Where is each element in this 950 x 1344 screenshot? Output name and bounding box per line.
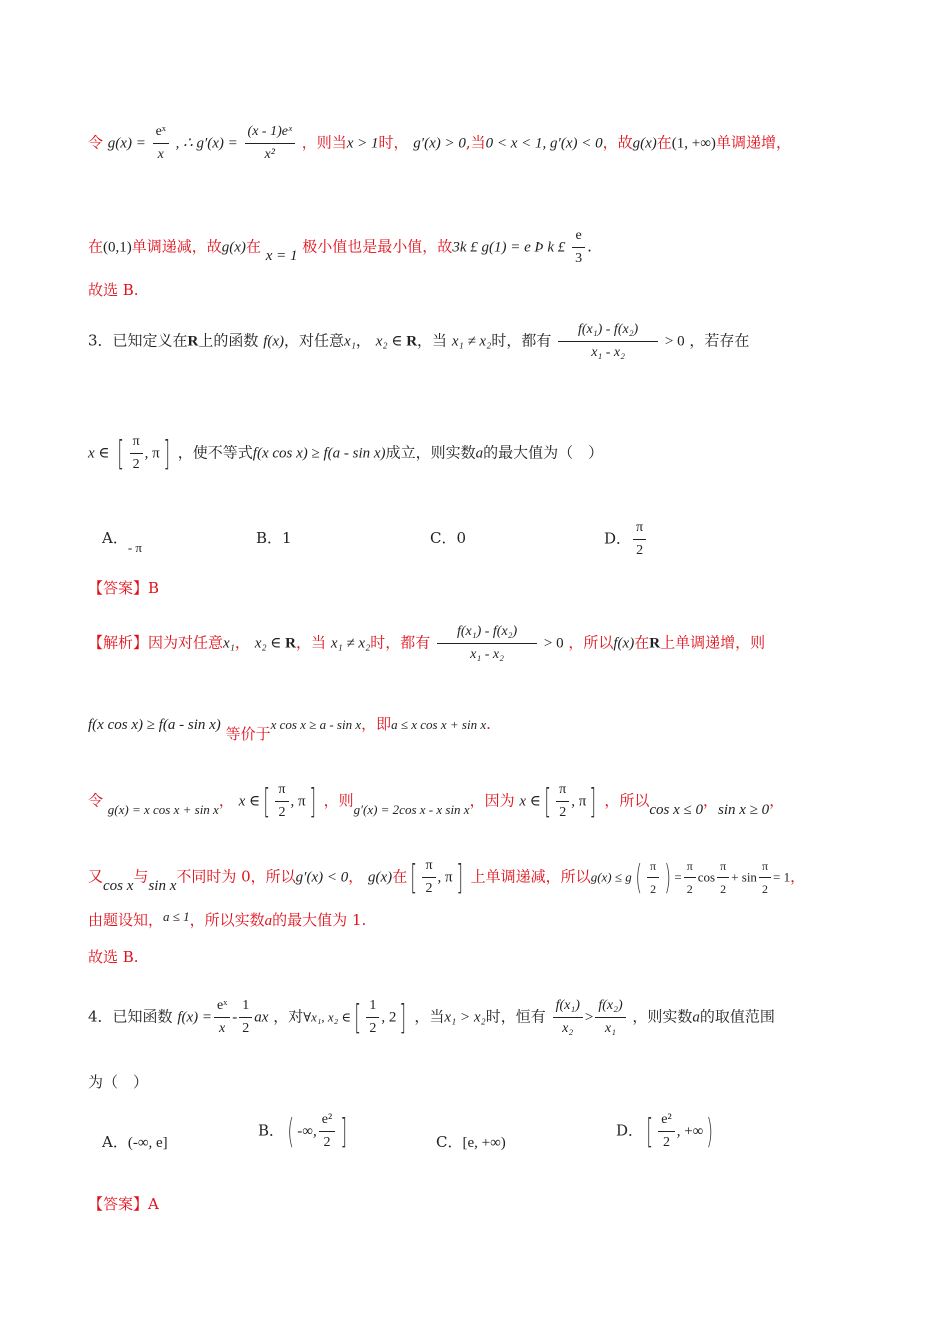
math: = 1 bbox=[773, 869, 791, 885]
text: ，则 bbox=[323, 791, 354, 810]
math: R bbox=[406, 333, 418, 350]
text: ，则实数 bbox=[632, 1007, 693, 1026]
bracket: [ bbox=[354, 997, 362, 1038]
math: x₂ ∈ bbox=[375, 333, 407, 350]
solution-3-line-1 bbox=[88, 622, 765, 665]
text: ， bbox=[703, 791, 719, 810]
text: . bbox=[587, 237, 592, 256]
math: x ∈ bbox=[238, 793, 261, 810]
bracket: [ bbox=[263, 781, 271, 822]
text: 单调递增， bbox=[715, 133, 791, 152]
frac-den: 2 bbox=[636, 543, 644, 558]
option-value: -∞, bbox=[297, 1123, 317, 1140]
fraction bbox=[422, 856, 435, 899]
frac-den: x₁ - x₂ bbox=[591, 345, 626, 360]
question-3-line-1 bbox=[88, 320, 749, 363]
bracket: ( bbox=[635, 857, 642, 898]
fraction bbox=[245, 122, 295, 165]
math: g(x) bbox=[221, 239, 246, 256]
text: 在 bbox=[245, 237, 261, 256]
fraction bbox=[275, 780, 288, 823]
math: g(x) bbox=[632, 135, 657, 152]
option-c[interactable] bbox=[436, 1132, 506, 1153]
text: 又 bbox=[88, 867, 104, 886]
frac-num: π bbox=[556, 780, 569, 802]
math: f(x cos x) ≥ f(a - sin x) bbox=[252, 445, 386, 462]
solution-3-line-4 bbox=[88, 856, 805, 899]
math: x cos x ≥ a - sin x bbox=[270, 717, 362, 732]
text: ， bbox=[234, 633, 250, 652]
frac-den: 2 bbox=[425, 881, 433, 896]
fraction bbox=[553, 996, 583, 1039]
option-label: D． bbox=[604, 529, 632, 548]
text: ，使不等式 bbox=[177, 443, 253, 462]
fraction bbox=[239, 996, 252, 1039]
text: 时，都有 bbox=[491, 331, 552, 350]
frac-den: 2 bbox=[323, 1135, 331, 1150]
math: f(x) = bbox=[177, 1009, 213, 1026]
text: ，对任意 bbox=[284, 331, 345, 350]
math: R bbox=[187, 333, 199, 350]
bracket: [ bbox=[544, 781, 551, 822]
frac-num: f(x₁) bbox=[553, 996, 583, 1018]
frac-num: π bbox=[759, 856, 771, 878]
text: 在 bbox=[88, 237, 104, 256]
math: a ≤ x cos x + sin x bbox=[391, 717, 487, 732]
text: 在 bbox=[656, 133, 672, 152]
text: ，当 bbox=[296, 633, 327, 652]
math: > bbox=[584, 1009, 594, 1026]
text: ，因为 bbox=[469, 791, 515, 810]
text: 的最大值为 1. bbox=[272, 911, 367, 929]
option-d[interactable] bbox=[616, 1110, 717, 1153]
math: g(x) = bbox=[107, 135, 146, 152]
frac-den: 2 bbox=[559, 805, 567, 820]
frac-den: 2 bbox=[278, 805, 286, 820]
text: . bbox=[486, 715, 491, 733]
fraction bbox=[558, 320, 658, 363]
text: ,当 bbox=[465, 133, 486, 152]
fraction bbox=[130, 432, 143, 475]
frac-num: e² bbox=[319, 1110, 335, 1132]
math: g(x) = x cos x + sin x bbox=[107, 801, 219, 817]
math: , π bbox=[290, 793, 306, 810]
math: a bbox=[692, 1009, 700, 1026]
frac-den: 2 bbox=[132, 457, 140, 472]
math: a ≤ 1 bbox=[163, 909, 190, 924]
math: g′(x) < 0 bbox=[295, 869, 349, 886]
math: a bbox=[475, 445, 484, 462]
option-label: A． bbox=[102, 1133, 128, 1151]
option-value: 0 bbox=[456, 529, 467, 547]
text: 在 bbox=[634, 633, 650, 652]
text: 时，都有 bbox=[370, 633, 431, 652]
frac-den: 2 bbox=[663, 1135, 670, 1150]
math: x₁ ≠ x₂ bbox=[330, 635, 371, 652]
solution-line-1 bbox=[88, 122, 791, 165]
text: 单调递减，故 bbox=[131, 237, 222, 256]
math: cos x bbox=[103, 877, 134, 894]
fraction bbox=[633, 518, 646, 561]
option-value: (-∞, e] bbox=[127, 1135, 168, 1151]
bracket: [ bbox=[646, 1111, 653, 1152]
frac-num: π bbox=[275, 780, 288, 802]
bracket: ] bbox=[308, 781, 316, 822]
math: sin x bbox=[148, 877, 177, 894]
math: ax bbox=[254, 1009, 269, 1026]
frac-num: eˣ bbox=[153, 122, 169, 144]
math: , π bbox=[571, 793, 587, 810]
text: ，即 bbox=[361, 715, 392, 733]
fraction bbox=[595, 996, 625, 1039]
option-value: - π bbox=[127, 540, 142, 555]
frac-num: π bbox=[130, 432, 143, 454]
math: sin x ≥ 0 bbox=[718, 801, 770, 818]
math: x₁ bbox=[344, 333, 356, 350]
answer-4: 【答案】A bbox=[88, 1195, 159, 1213]
text: 令 bbox=[88, 133, 104, 152]
frac-num: 1 bbox=[366, 996, 379, 1018]
text: ， bbox=[769, 791, 785, 810]
frac-num: e bbox=[572, 226, 585, 248]
math: g(x) bbox=[368, 869, 393, 886]
math: ∀x₁, x₂ ∈ bbox=[303, 1009, 352, 1025]
text: 上的函数 bbox=[198, 331, 259, 350]
text: 极小值也是最小值，故 bbox=[302, 237, 453, 256]
question-4-line-2: 为（ ） bbox=[88, 1073, 149, 1091]
fraction bbox=[647, 856, 659, 899]
frac-num: (x - 1)eˣ bbox=[245, 122, 295, 144]
frac-den: x bbox=[219, 1021, 226, 1036]
answer-3: 【答案】B bbox=[88, 579, 160, 597]
text: ，所以 bbox=[604, 791, 650, 810]
fraction bbox=[437, 622, 537, 665]
bracket: ] bbox=[589, 781, 597, 822]
text: 4．已知函数 bbox=[88, 1007, 173, 1026]
math: cos x ≤ 0 bbox=[649, 801, 704, 818]
math: , ∴ g′(x) = bbox=[175, 135, 238, 152]
option-value: , +∞ bbox=[676, 1123, 704, 1140]
math: R bbox=[649, 635, 661, 652]
bracket: ) bbox=[664, 857, 672, 898]
math: f(x cos x) ≥ f(a - sin x) bbox=[88, 717, 221, 733]
fraction bbox=[214, 996, 230, 1039]
solution-3-line-3 bbox=[88, 780, 784, 823]
text: 3．已知定义在 bbox=[88, 331, 188, 350]
frac-den: 2 bbox=[720, 882, 727, 896]
option-b[interactable] bbox=[256, 528, 292, 548]
frac-num: f(x₂) bbox=[595, 996, 625, 1018]
bracket: ) bbox=[706, 1111, 714, 1152]
frac-num: π bbox=[717, 856, 729, 878]
math: = bbox=[674, 869, 682, 885]
option-d[interactable] bbox=[604, 518, 648, 561]
math: + sin bbox=[731, 869, 757, 885]
option-label: D． bbox=[616, 1121, 644, 1140]
text: ，当 bbox=[414, 1007, 445, 1026]
option-label: B． bbox=[258, 1121, 285, 1140]
text: ，所以 bbox=[568, 633, 614, 652]
math: (0,1) bbox=[103, 239, 132, 256]
math: x₂ ∈ bbox=[254, 635, 286, 652]
math: x > 1 bbox=[346, 135, 379, 152]
math: , π bbox=[144, 445, 160, 462]
text: 上单调递减，所以 bbox=[470, 867, 591, 886]
bracket: ] bbox=[340, 1111, 348, 1152]
option-value: 1 bbox=[282, 529, 292, 547]
bracket: ] bbox=[455, 857, 463, 898]
text: 由题设知， bbox=[88, 911, 164, 929]
math: R bbox=[285, 635, 297, 652]
text: ，则当 bbox=[301, 133, 347, 152]
frac-num: eˣ bbox=[214, 996, 230, 1018]
fraction bbox=[684, 856, 696, 899]
option-a[interactable] bbox=[102, 528, 142, 555]
bracket: ] bbox=[399, 997, 407, 1038]
frac-den: 2 bbox=[242, 1021, 250, 1036]
fraction bbox=[556, 780, 569, 823]
solution-3-line-2 bbox=[88, 714, 491, 743]
math: > 0 bbox=[543, 635, 564, 652]
math: f(x) bbox=[613, 635, 635, 652]
text: ， bbox=[348, 867, 364, 886]
bracket: ( bbox=[287, 1111, 294, 1152]
conclusion-1: 故选 B. bbox=[88, 281, 139, 299]
math: , π bbox=[437, 869, 453, 886]
text: ，故 bbox=[602, 133, 633, 152]
math: x₁ bbox=[223, 635, 235, 652]
text: 令 bbox=[88, 791, 104, 810]
option-label: B． bbox=[256, 529, 283, 547]
question-3-line-2 bbox=[88, 432, 603, 475]
bracket: ] bbox=[163, 433, 170, 474]
option-label: A． bbox=[102, 529, 128, 547]
math: x ∈ bbox=[519, 793, 541, 810]
frac-den: x² bbox=[264, 147, 275, 162]
frac-num: π bbox=[684, 856, 696, 878]
math: 0 < x < 1, g′(x) < 0 bbox=[485, 135, 603, 152]
math: 3k £ g(1) = e Þ k £ bbox=[452, 239, 566, 256]
frac-num: f(x₁) - f(x₂) bbox=[437, 622, 537, 644]
fraction bbox=[658, 1110, 674, 1153]
conclusion-3: 故选 B. bbox=[88, 948, 139, 966]
text: ， bbox=[355, 331, 371, 350]
math: x = 1 bbox=[265, 247, 298, 264]
text: 的取值范围 bbox=[699, 1007, 775, 1026]
bracket: [ bbox=[117, 433, 125, 474]
math: cos bbox=[697, 869, 716, 885]
option-label: C． bbox=[436, 1133, 463, 1151]
math: f(x) bbox=[263, 333, 285, 350]
text: ，所以实数 bbox=[189, 911, 265, 929]
fraction bbox=[717, 856, 729, 899]
question-4-line-1 bbox=[88, 996, 775, 1039]
solution-3-line-5 bbox=[88, 910, 366, 931]
math: > 0 bbox=[664, 333, 685, 350]
math: g′(x) > 0 bbox=[413, 135, 466, 152]
text: ， bbox=[790, 867, 806, 886]
text: ， bbox=[218, 791, 234, 810]
frac-den: 2 bbox=[369, 1021, 377, 1036]
fraction bbox=[572, 226, 585, 269]
text: 成立，则实数 bbox=[385, 443, 476, 462]
text: ，若存在 bbox=[689, 331, 750, 350]
frac-den: 2 bbox=[761, 882, 768, 896]
frac-den: x₁ bbox=[604, 1021, 617, 1036]
bracket: [ bbox=[410, 857, 418, 898]
fraction bbox=[319, 1110, 335, 1153]
frac-num: π bbox=[633, 518, 646, 540]
text: 的最大值为（ ） bbox=[483, 443, 604, 462]
option-a[interactable] bbox=[102, 1132, 168, 1153]
text: 等价于 bbox=[225, 725, 271, 743]
fraction bbox=[759, 856, 771, 899]
fraction bbox=[153, 122, 169, 165]
frac-num: 1 bbox=[239, 996, 252, 1018]
math: g(x) ≤ g bbox=[590, 869, 632, 885]
frac-den: x₂ bbox=[562, 1021, 574, 1036]
frac-den: 3 bbox=[575, 251, 583, 266]
math: x₁ > x₂ bbox=[444, 1009, 486, 1026]
math: x₁ ≠ x₂ bbox=[451, 333, 492, 350]
text: 上单调递增，则 bbox=[660, 633, 766, 652]
math: a bbox=[264, 913, 273, 929]
frac-den: 2 bbox=[650, 882, 657, 896]
option-b[interactable] bbox=[258, 1110, 350, 1153]
text: 与 bbox=[133, 867, 149, 886]
option-value: [e, +∞) bbox=[462, 1135, 506, 1151]
text: ，对 bbox=[273, 1007, 304, 1026]
text: 【解析】因为对任意 bbox=[88, 633, 224, 652]
frac-den: x₁ - x₂ bbox=[470, 647, 504, 662]
solution-line-2 bbox=[88, 226, 592, 269]
text: 在 bbox=[392, 867, 408, 886]
option-c[interactable] bbox=[430, 528, 466, 548]
math: g′(x) = 2cos x - x sin x bbox=[353, 801, 470, 817]
math: (1, +∞) bbox=[671, 135, 716, 152]
frac-num: π bbox=[647, 856, 659, 878]
text: ，当 bbox=[417, 331, 448, 350]
frac-den: x bbox=[157, 147, 164, 162]
frac-den: 2 bbox=[686, 882, 693, 896]
option-label: C． bbox=[430, 529, 457, 547]
math: x ∈ bbox=[88, 445, 110, 462]
fraction bbox=[366, 996, 379, 1039]
text: 时， bbox=[378, 133, 409, 152]
frac-num: e² bbox=[658, 1110, 674, 1132]
text: 时，恒有 bbox=[485, 1007, 546, 1026]
frac-num: f(x₁) - f(x₂) bbox=[558, 320, 658, 342]
math: - bbox=[232, 1009, 238, 1026]
frac-num: π bbox=[422, 856, 435, 878]
text: 不同时为 0，所以 bbox=[176, 867, 296, 886]
math: , 2 bbox=[381, 1009, 397, 1026]
